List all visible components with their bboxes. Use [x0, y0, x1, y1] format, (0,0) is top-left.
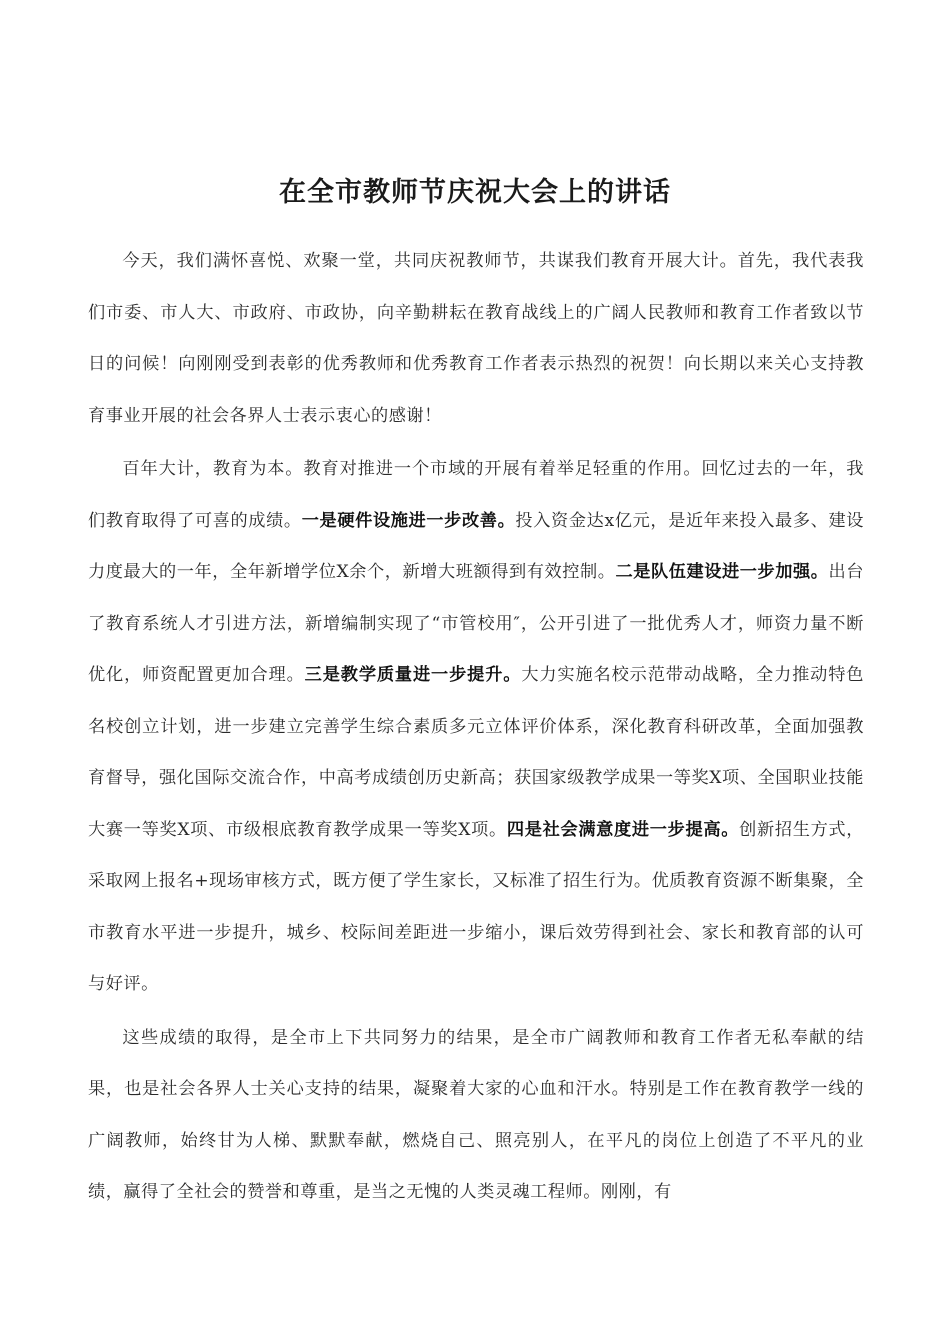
paragraph-2	[88, 444, 864, 1011]
document-body	[88, 236, 864, 1221]
highlight-point-3: 三是教学质量进一步提升。	[304, 665, 522, 685]
paragraph-1-text: 今天，我们满怀喜悦、欢聚一堂，共同庆祝教师节，共谋我们教育开展大计。首先，我代表我们市委、市人大、市政府、市政协，向辛勤耕耘在教育战线上的广阔人民教师和教育工作者致以节日的问候！向刚刚受到表彰的优秀教师和优秀教育工作者表示热烈的祝贺！向长期以来关心支持教育事业开展的社会各界人士表示衷心的感谢！	[88, 251, 864, 426]
paragraph-2-text-point-3: 大力实施名校示范带动战略，全力推动特色名校创立计划，进一步建立完善学生综合素质多元立体评价体系，深化教育科研改革，全面加强教育督导，强化国际交流合作，中高考成绩创历史新高；获国家级教学成果一等奖X项、全国职业技能大赛一等奖X项、市级根底教育教学成果一等奖X项。	[88, 665, 864, 840]
highlight-point-1: 一是硬件设施进一步改善。	[301, 510, 516, 531]
paragraph-3-text: 这些成绩的取得，是全市上下共同努力的结果，是全市广阔教师和教育工作者无私奉献的结果，也是社会各界人士关心支持的结果，凝聚着大家的心血和汗水。特别是工作在教育教学一线的广阔教师，始终甘为人梯、默默奉献，燃烧自己、照亮别人，在平凡的岗位上创造了不平凡的业绩，赢得了全社会的赞誉和尊重，是当之无愧的人类灵魂工程师。刚刚，有	[88, 1027, 864, 1202]
paragraph-2-text-point-4: 创新招生方式，采取网上报名+现场审核方式，既方便了学生家长，又标准了招生行为。优质教育资源不断集聚，全市教育水平进一步提升，城乡、校际间差距进一步缩小，课后效劳得到社会、家长和教育部的认可与好评。	[88, 819, 864, 994]
paragraph-2-text-intro: 百年大计，教育为本。教育对推进一个市域的开展有着举足轻重的作用。回忆过去的一年，我们教育取得了可喜的成绩。	[88, 459, 864, 531]
highlight-point-2: 二是队伍建设进一步加强。	[615, 562, 829, 582]
paragraph-3	[88, 1013, 864, 1219]
highlight-point-4: 四是社会满意度进一步提高。	[506, 819, 740, 840]
paragraph-1	[88, 236, 864, 442]
paragraph-2-text-point-1: 投入资金达x亿元，是近年来投入最多、建设力度最大的一年，全年新增学位X余个，新增大班额得到有效控制。	[88, 510, 864, 582]
paragraph-2-text-point-2: 出台了教育系统人才引进方法，新增编制实现了“市管校用″，公开引进了一批优秀人才，师资力量不断优化，师资配置更加合理。	[88, 562, 864, 685]
document-title: 在全市教师节庆祝大会上的讲话	[279, 177, 671, 209]
